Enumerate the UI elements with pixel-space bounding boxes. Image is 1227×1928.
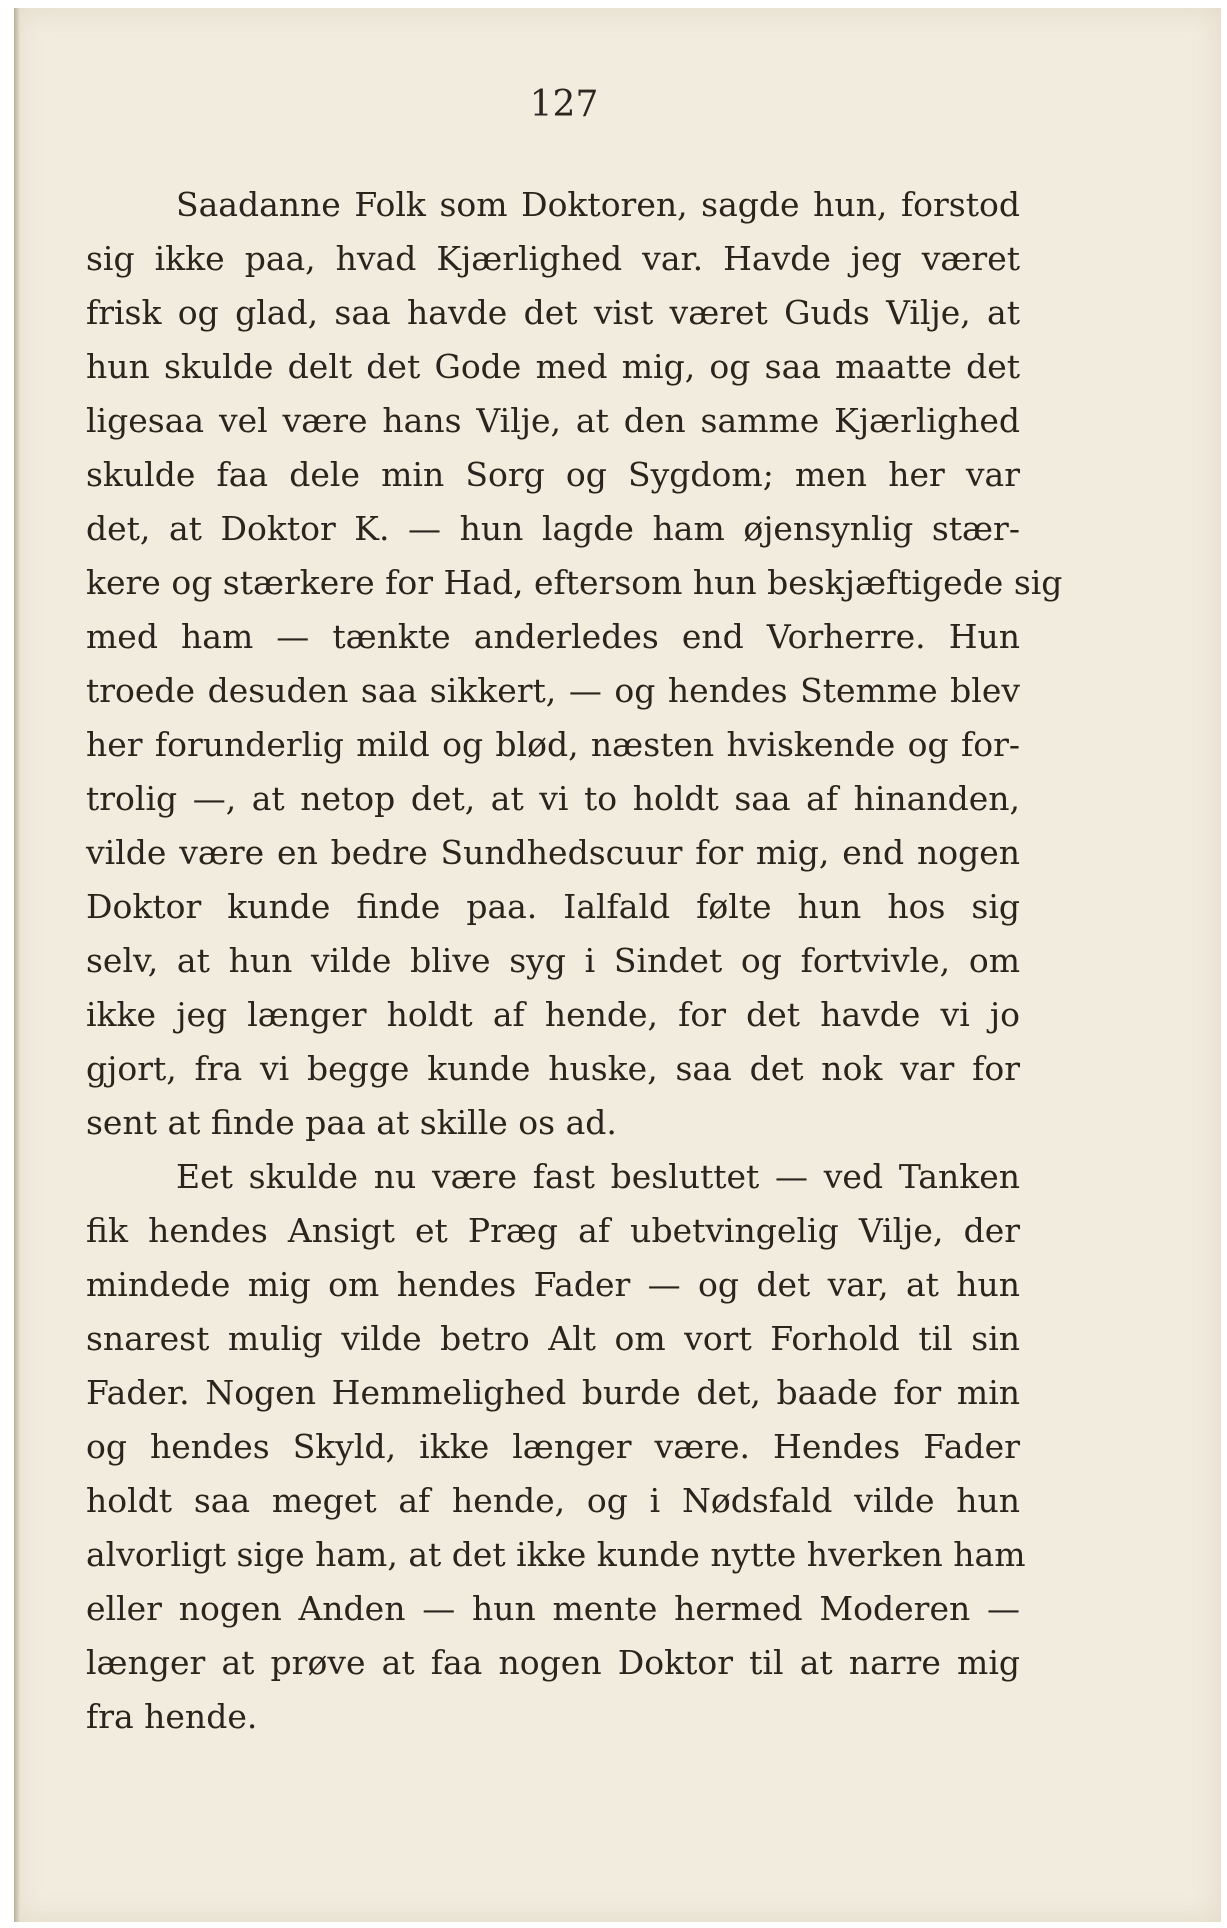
text-line: eller nogen Anden — hun mente hermed Moderen — <box>86 1589 1020 1628</box>
text-line: fik hendes Ansigt et Præg af ubetvingelig Vilje, der <box>86 1211 1020 1250</box>
text-line: Fader. Nogen Hemmelighed burde det, baade for min <box>86 1373 1020 1412</box>
page-edge-shadow <box>14 8 20 1922</box>
text-line: sig ikke paa, hvad Kjærlighed var. Havde jeg været <box>86 239 1020 278</box>
text-line: sent at finde paa at skille os ad. <box>86 1103 617 1142</box>
book-page <box>14 8 1221 1922</box>
text-line: med ham — tænkte anderledes end Vorherre. Hun <box>86 617 1020 656</box>
text-line: her forunderlig mild og blød, næsten hviskende og for- <box>86 725 1020 764</box>
text-line: skulde faa dele min Sorg og Sygdom; men her var <box>86 455 1020 494</box>
text-line: og hendes Skyld, ikke længer være. Hendes Fader <box>86 1427 1020 1466</box>
paragraph-1 <box>86 178 1063 1150</box>
text-line: trolig —, at netop det, at vi to holdt saa af hinanden, <box>86 779 1020 818</box>
text-line: alvorligt sige ham, at det ikke kunde nytte hverken ham <box>86 1535 1026 1574</box>
text-line: ikke jeg længer holdt af hende, for det havde vi jo <box>86 995 1020 1034</box>
text-line: ligesaa vel være hans Vilje, at den samme Kjærlighed <box>86 401 1020 440</box>
text-line: snarest mulig vilde betro Alt om vort Forhold til sin <box>86 1319 1020 1358</box>
text-line: vilde være en bedre Sundhedscuur for mig, end nogen <box>86 833 1020 872</box>
text-line: holdt saa meget af hende, og i Nødsfald vilde hun <box>86 1481 1020 1520</box>
text-line: længer at prøve at faa nogen Doktor til at narre mig <box>86 1643 1020 1682</box>
paragraph-2 <box>86 1150 1026 1744</box>
page-number: 127 <box>529 84 599 125</box>
text-line: hun skulde delt det Gode med mig, og saa maatte det <box>86 347 1020 386</box>
text-line: Saadanne Folk som Doktoren, sagde hun, forstod <box>176 185 1020 224</box>
text-line: troede desuden saa sikkert, — og hendes Stemme blev <box>86 671 1020 710</box>
text-line: det, at Doktor K. — hun lagde ham øjensynlig stær- <box>86 509 1020 548</box>
text-line: gjort, fra vi begge kunde huske, saa det nok var for <box>86 1049 1020 1088</box>
text-line: frisk og glad, saa havde det vist været Guds Vilje, at <box>86 293 1020 332</box>
text-line: mindede mig om hendes Fader — og det var, at hun <box>86 1265 1020 1304</box>
text-line: selv, at hun vilde blive syg i Sindet og fortvivle, om <box>86 941 1020 980</box>
text-line: kere og stærkere for Had, eftersom hun beskjæftigede sig <box>86 563 1063 602</box>
text-line: fra hende. <box>86 1697 258 1736</box>
body-text <box>86 178 1063 1744</box>
text-line: Doktor kunde finde paa. Ialfald følte hun hos sig <box>86 887 1020 926</box>
text-line: Eet skulde nu være fast besluttet — ved Tanken <box>176 1157 1020 1196</box>
